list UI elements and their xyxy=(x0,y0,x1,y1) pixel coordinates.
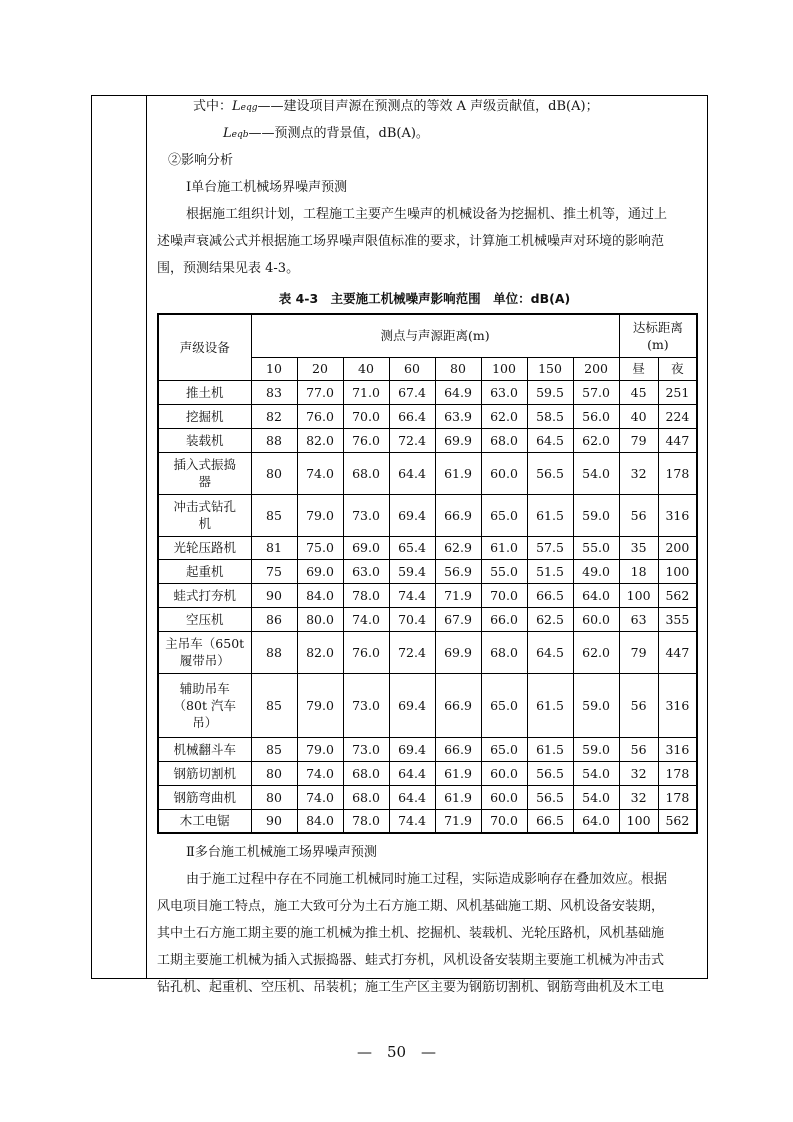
noise-value-cell: 71.9 xyxy=(435,809,481,833)
night-reach-cell: 447 xyxy=(658,631,697,673)
device-name-cell xyxy=(158,809,251,833)
noise-value-cell: 66.9 xyxy=(435,494,481,536)
device-name-cell xyxy=(158,762,251,786)
noise-value-cell: 82.0 xyxy=(297,428,343,452)
noise-value-cell: 78.0 xyxy=(343,584,389,608)
noise-value-cell: 70.0 xyxy=(481,584,527,608)
noise-value-cell: 84.0 xyxy=(297,584,343,608)
device-name-cell xyxy=(158,738,251,762)
noise-value-cell: 65.0 xyxy=(481,494,527,536)
noise-value-cell: 64.5 xyxy=(527,631,573,673)
night-reach-cell: 447 xyxy=(658,428,697,452)
formula-line-2 xyxy=(223,125,429,144)
noise-value-cell: 64.5 xyxy=(527,428,573,452)
noise-value-cell: 85 xyxy=(251,673,297,738)
night-reach-cell: 224 xyxy=(658,405,697,429)
noise-value-cell: 80.0 xyxy=(297,607,343,631)
formula-prefix: 式中： xyxy=(193,99,233,114)
noise-value-cell: 72.4 xyxy=(389,428,435,452)
noise-value-cell: 77.0 xyxy=(297,381,343,405)
noise-value-cell: 66.0 xyxy=(481,607,527,631)
para2-line-4: 工期主要施工机械为插入式振捣器、蛙式打夯机，风机设备安装期主要施工机械为冲击式 xyxy=(157,953,665,968)
device-name-line: 木工电锯 xyxy=(179,813,230,829)
night-reach-cell: 200 xyxy=(658,536,697,560)
noise-value-cell: 69.4 xyxy=(389,494,435,536)
noise-value-cell: 61.5 xyxy=(527,494,573,536)
noise-value-cell: 56.5 xyxy=(527,762,573,786)
noise-value-cell: 66.5 xyxy=(527,809,573,833)
device-name-cell xyxy=(158,607,251,631)
subsection-heading-1: Ⅰ单台施工机械场界噪声预测 xyxy=(186,180,348,195)
noise-value-cell: 63.0 xyxy=(343,560,389,584)
noise-value-cell: 56.5 xyxy=(527,785,573,809)
noise-value-cell: 68.0 xyxy=(481,631,527,673)
noise-value-cell: 49.0 xyxy=(573,560,619,584)
night-reach-cell: 178 xyxy=(658,762,697,786)
noise-value-cell: 61.9 xyxy=(435,762,481,786)
noise-value-cell: 60.0 xyxy=(573,607,619,631)
device-name-line: 吊） xyxy=(192,714,218,730)
noise-value-cell: 66.9 xyxy=(435,738,481,762)
distance-header: 60 xyxy=(389,357,435,381)
noise-value-cell: 68.0 xyxy=(343,762,389,786)
device-name-line: 起重机 xyxy=(185,564,224,580)
distance-header: 200 xyxy=(573,357,619,381)
header-device: 声级设备 xyxy=(158,314,251,381)
noise-value-cell: 74.4 xyxy=(389,809,435,833)
day-reach-cell: 63 xyxy=(619,607,658,631)
noise-value-cell: 85 xyxy=(251,494,297,536)
noise-value-cell: 67.9 xyxy=(435,607,481,631)
noise-value-cell: 80 xyxy=(251,452,297,494)
noise-value-cell: 83 xyxy=(251,381,297,405)
device-name-cell xyxy=(158,560,251,584)
formula-var2-sub: eqb xyxy=(231,130,249,140)
device-name-line: 履带吊） xyxy=(179,653,230,669)
device-name-line: 装载机 xyxy=(185,432,224,448)
noise-value-cell: 71.9 xyxy=(435,584,481,608)
noise-value-cell: 73.0 xyxy=(343,494,389,536)
distance-header: 40 xyxy=(343,357,389,381)
device-name-cell xyxy=(158,428,251,452)
noise-value-cell: 63.0 xyxy=(481,381,527,405)
day-reach-cell: 18 xyxy=(619,560,658,584)
noise-value-cell: 69.4 xyxy=(389,673,435,738)
device-name-cell xyxy=(158,584,251,608)
noise-value-cell: 74.4 xyxy=(389,584,435,608)
device-name-cell xyxy=(158,494,251,536)
noise-value-cell: 86 xyxy=(251,607,297,631)
noise-value-cell: 82.0 xyxy=(297,631,343,673)
night-reach-cell: 562 xyxy=(658,584,697,608)
noise-value-cell: 62.5 xyxy=(527,607,573,631)
noise-value-cell: 70.4 xyxy=(389,607,435,631)
table-row xyxy=(158,785,697,809)
noise-value-cell: 69.9 xyxy=(435,428,481,452)
noise-value-cell: 51.5 xyxy=(527,560,573,584)
noise-value-cell: 59.0 xyxy=(573,738,619,762)
noise-value-cell: 57.0 xyxy=(573,381,619,405)
noise-value-cell: 64.0 xyxy=(573,584,619,608)
para2-line-5: 钻孔机、起重机、空压机、吊装机；施工生产区主要为钢筋切割机、钢筋弯曲机及木工电 xyxy=(157,980,665,995)
noise-value-cell: 55.0 xyxy=(573,536,619,560)
noise-value-cell: 54.0 xyxy=(573,452,619,494)
noise-value-cell: 65.0 xyxy=(481,673,527,738)
day-reach-cell: 100 xyxy=(619,809,658,833)
noise-value-cell: 88 xyxy=(251,428,297,452)
day-reach-cell: 79 xyxy=(619,428,658,452)
noise-value-cell: 61.0 xyxy=(481,536,527,560)
device-name-cell xyxy=(158,381,251,405)
noise-value-cell: 64.9 xyxy=(435,381,481,405)
formula-var1: L xyxy=(232,99,241,114)
noise-value-cell: 79.0 xyxy=(297,494,343,536)
device-name-line: 钢筋弯曲机 xyxy=(173,789,236,805)
noise-value-cell: 66.9 xyxy=(435,673,481,738)
noise-value-cell: 69.0 xyxy=(297,560,343,584)
day-reach-cell: 56 xyxy=(619,494,658,536)
day-reach-cell: 56 xyxy=(619,673,658,738)
device-name-line: 推土机 xyxy=(185,385,224,401)
device-name-line: 挖掘机 xyxy=(185,409,224,425)
noise-value-cell: 84.0 xyxy=(297,809,343,833)
noise-value-cell: 78.0 xyxy=(343,809,389,833)
table-caption: 表 4-3 主要施工机械噪声影响范围 单位：dB(A) xyxy=(278,291,571,306)
device-name-line: 插入式振捣 xyxy=(173,457,236,473)
noise-value-cell: 80 xyxy=(251,785,297,809)
noise-value-cell: 73.0 xyxy=(343,673,389,738)
noise-value-cell: 62.0 xyxy=(573,631,619,673)
noise-value-cell: 88 xyxy=(251,631,297,673)
noise-value-cell: 90 xyxy=(251,809,297,833)
day-reach-cell: 32 xyxy=(619,452,658,494)
noise-value-cell: 60.0 xyxy=(481,452,527,494)
noise-value-cell: 76.0 xyxy=(343,631,389,673)
noise-value-cell: 59.0 xyxy=(573,494,619,536)
day-reach-cell: 40 xyxy=(619,405,658,429)
header-reach xyxy=(619,314,697,357)
device-name-line: 辅助吊车 xyxy=(179,680,230,696)
noise-value-cell: 69.0 xyxy=(343,536,389,560)
noise-value-cell: 56.5 xyxy=(527,452,573,494)
noise-value-cell: 74.0 xyxy=(297,762,343,786)
subsection-heading-2: Ⅱ多台施工机械施工场界噪声预测 xyxy=(186,845,377,860)
noise-value-cell: 64.4 xyxy=(389,452,435,494)
device-name-line: 蛙式打夯机 xyxy=(173,588,236,604)
night-reach-cell: 316 xyxy=(658,494,697,536)
device-name-line: 机械翻斗车 xyxy=(173,742,236,758)
table-row xyxy=(158,536,697,560)
page-number: — 50 — xyxy=(356,1043,437,1061)
device-name-line: 光轮压路机 xyxy=(173,540,236,556)
noise-value-cell: 65.4 xyxy=(389,536,435,560)
device-name-cell xyxy=(158,673,251,738)
table-row xyxy=(158,584,697,608)
table-row xyxy=(158,452,697,494)
noise-value-cell: 81 xyxy=(251,536,297,560)
night-reach-cell: 178 xyxy=(658,452,697,494)
noise-value-cell: 65.0 xyxy=(481,738,527,762)
formula-var1-sub: eqg xyxy=(240,103,258,113)
para1-line-2: 述噪声衰减公式并根据施工场界噪声限值标准的要求，计算施工机械噪声对环境的影响范 xyxy=(157,234,665,249)
noise-value-cell: 66.5 xyxy=(527,584,573,608)
device-name-line: （80t 汽车 xyxy=(173,697,236,713)
distance-header: 10 xyxy=(251,357,297,381)
device-name-cell xyxy=(158,785,251,809)
frame-divider xyxy=(146,96,147,978)
distance-header: 150 xyxy=(527,357,573,381)
table-row xyxy=(158,381,697,405)
noise-value-cell: 55.0 xyxy=(481,560,527,584)
noise-value-cell: 69.4 xyxy=(389,738,435,762)
noise-value-cell: 82 xyxy=(251,405,297,429)
header-reach-line-1: 达标距离 xyxy=(632,319,683,335)
header-day: 昼 xyxy=(619,357,658,381)
device-name-cell xyxy=(158,452,251,494)
noise-value-cell: 59.4 xyxy=(389,560,435,584)
noise-value-cell: 67.4 xyxy=(389,381,435,405)
noise-value-cell: 60.0 xyxy=(481,785,527,809)
formula-var1-desc: ——建设项目声源在预测点的等效 A 声级贡献值，dB(A)； xyxy=(257,99,599,114)
noise-value-cell: 73.0 xyxy=(343,738,389,762)
noise-value-cell: 59.5 xyxy=(527,381,573,405)
table-row xyxy=(158,673,697,738)
noise-value-cell: 64.0 xyxy=(573,809,619,833)
noise-value-cell: 68.0 xyxy=(343,785,389,809)
table-row xyxy=(158,607,697,631)
device-name-line: 主吊车（650t xyxy=(165,636,245,652)
night-reach-cell: 316 xyxy=(658,738,697,762)
noise-value-cell: 56.9 xyxy=(435,560,481,584)
noise-value-cell: 79.0 xyxy=(297,673,343,738)
device-name-line: 钢筋切割机 xyxy=(173,765,236,781)
day-reach-cell: 35 xyxy=(619,536,658,560)
noise-value-cell: 61.5 xyxy=(527,673,573,738)
noise-value-cell: 68.0 xyxy=(481,428,527,452)
device-name-line: 空压机 xyxy=(185,611,224,627)
table-row xyxy=(158,738,697,762)
noise-value-cell: 90 xyxy=(251,584,297,608)
formula-line-1 xyxy=(193,98,599,117)
table-row xyxy=(158,631,697,673)
noise-value-cell: 74.0 xyxy=(343,607,389,631)
day-reach-cell: 32 xyxy=(619,785,658,809)
day-reach-cell: 100 xyxy=(619,584,658,608)
noise-value-cell: 61.5 xyxy=(527,738,573,762)
noise-value-cell: 85 xyxy=(251,738,297,762)
formula-var2: L xyxy=(223,126,232,141)
noise-value-cell: 58.5 xyxy=(527,405,573,429)
device-name-line: 器 xyxy=(198,474,211,490)
section-heading: ②影响分析 xyxy=(168,153,234,168)
noise-value-cell: 68.0 xyxy=(343,452,389,494)
noise-value-cell: 62.0 xyxy=(573,428,619,452)
day-reach-cell: 79 xyxy=(619,631,658,673)
noise-value-cell: 69.9 xyxy=(435,631,481,673)
para1-line-3: 围，预测结果见表 4-3。 xyxy=(157,261,300,276)
distance-header: 80 xyxy=(435,357,481,381)
noise-value-cell: 64.4 xyxy=(389,762,435,786)
noise-value-cell: 62.0 xyxy=(481,405,527,429)
device-name-line: 冲击式钻孔 xyxy=(173,499,236,515)
noise-value-cell: 70.0 xyxy=(481,809,527,833)
noise-value-cell: 57.5 xyxy=(527,536,573,560)
noise-value-cell: 76.0 xyxy=(343,428,389,452)
para2-line-3: 其中土石方施工期主要的施工机械为推土机、挖掘机、装载机、光轮压路机，风机基础施 xyxy=(157,926,665,941)
noise-value-cell: 80 xyxy=(251,762,297,786)
noise-value-cell: 71.0 xyxy=(343,381,389,405)
para2-line-2: 风电项目施工特点，施工大致可分为土石方施工期、风机基础施工期、风机设备安装期， xyxy=(157,899,665,914)
table-row xyxy=(158,405,697,429)
device-name-cell xyxy=(158,536,251,560)
noise-value-cell: 59.0 xyxy=(573,673,619,738)
header-distance: 测点与声源距离(m) xyxy=(251,314,619,357)
table-row xyxy=(158,809,697,833)
noise-value-cell: 61.9 xyxy=(435,452,481,494)
device-name-cell xyxy=(158,631,251,673)
night-reach-cell: 355 xyxy=(658,607,697,631)
noise-value-cell: 76.0 xyxy=(297,405,343,429)
header-night: 夜 xyxy=(658,357,697,381)
night-reach-cell: 100 xyxy=(658,560,697,584)
table-row xyxy=(158,762,697,786)
noise-value-cell: 74.0 xyxy=(297,785,343,809)
noise-value-cell: 66.4 xyxy=(389,405,435,429)
night-reach-cell: 316 xyxy=(658,673,697,738)
noise-value-cell: 56.0 xyxy=(573,405,619,429)
noise-value-cell: 60.0 xyxy=(481,762,527,786)
table-row xyxy=(158,560,697,584)
formula-var2-desc: ——预测点的背景值，dB(A)。 xyxy=(248,126,429,141)
day-reach-cell: 56 xyxy=(619,738,658,762)
table-header-row-1 xyxy=(158,314,697,357)
noise-value-cell: 72.4 xyxy=(389,631,435,673)
header-reach-line-2: (m) xyxy=(647,336,669,352)
table-row xyxy=(158,428,697,452)
para2-line-1: 由于施工过程中存在不同施工机械同时施工过程，实际造成影响存在叠加效应。根据 xyxy=(186,872,668,887)
noise-value-cell: 64.4 xyxy=(389,785,435,809)
device-name-line: 机 xyxy=(198,516,211,532)
noise-value-cell: 74.0 xyxy=(297,452,343,494)
noise-value-cell: 63.9 xyxy=(435,405,481,429)
noise-value-cell: 75 xyxy=(251,560,297,584)
para1-line-1: 根据施工组织计划，工程施工主要产生噪声的机械设备为挖掘机、推土机等，通过上 xyxy=(186,207,668,222)
noise-value-cell: 54.0 xyxy=(573,762,619,786)
distance-header: 100 xyxy=(481,357,527,381)
noise-value-cell: 70.0 xyxy=(343,405,389,429)
noise-table xyxy=(157,313,698,834)
night-reach-cell: 251 xyxy=(658,381,697,405)
day-reach-cell: 32 xyxy=(619,762,658,786)
noise-value-cell: 62.9 xyxy=(435,536,481,560)
noise-value-cell: 75.0 xyxy=(297,536,343,560)
noise-value-cell: 79.0 xyxy=(297,738,343,762)
distance-header: 20 xyxy=(297,357,343,381)
night-reach-cell: 178 xyxy=(658,785,697,809)
table-row xyxy=(158,494,697,536)
noise-value-cell: 61.9 xyxy=(435,785,481,809)
device-name-cell xyxy=(158,405,251,429)
noise-value-cell: 54.0 xyxy=(573,785,619,809)
night-reach-cell: 562 xyxy=(658,809,697,833)
day-reach-cell: 45 xyxy=(619,381,658,405)
